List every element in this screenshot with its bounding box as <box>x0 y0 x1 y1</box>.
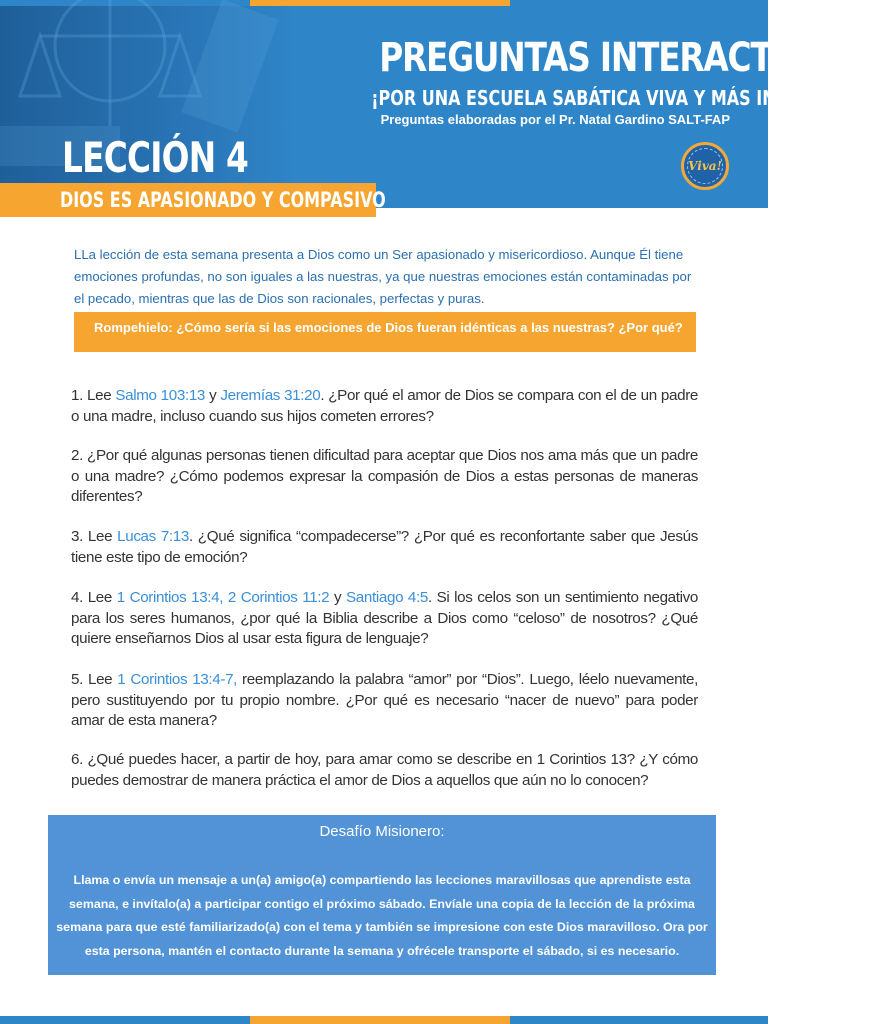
question-text: reemplazando la palabra “amor” por “Dios”. Luego, léelo nuevamente, pero sustituyendo por tu propio nombre. ¿Por qué es necesario “nacer de nuevo” para poder amar de esta manera? <box>71 671 699 729</box>
scripture-reference-link[interactable]: Jeremías 31:20 <box>220 387 321 404</box>
scripture-reference-link[interactable]: Lucas 7:13 <box>117 528 189 545</box>
header-banner <box>0 6 882 208</box>
logo-ring <box>687 148 723 184</box>
lesson-title-banner <box>0 183 386 217</box>
lesson-number: LECCIÓN 4 <box>62 133 248 182</box>
scripture-reference-link[interactable]: 1 Corintios 13:4-7, <box>117 671 238 688</box>
page-subtitle: ¡POR UNA ESCUELA SABÁTICA VIVA Y MÁS INTERACTIVA! <box>371 86 882 110</box>
question-item <box>71 588 698 650</box>
logo-text: Viva! <box>688 159 722 173</box>
question-item <box>71 446 698 508</box>
question-text: 1. Lee <box>71 387 116 404</box>
question-item <box>71 386 698 427</box>
bottom-accent-bar <box>0 1016 768 1024</box>
question-item <box>71 670 698 732</box>
bottom-accent-blue-right <box>510 1016 768 1024</box>
question-text: 3. Lee <box>71 528 118 545</box>
icebreaker-box <box>74 312 696 352</box>
page-title: PREGUNTAS INTERACTIVAS <box>379 35 851 81</box>
question-text: . ¿Por qué el amor de Dios se compara con el de un padre o una madre, incluso cuando sus hijos cometen errores? <box>71 387 699 425</box>
question-text: 5. Lee <box>71 671 118 688</box>
escuela-sabatica-viva-logo <box>681 142 729 190</box>
bottom-accent-blue-left <box>0 1016 250 1024</box>
missionary-challenge-box <box>48 815 716 975</box>
question-text: y <box>329 589 347 606</box>
icebreaker-text: Rompehielo: ¿Cómo sería si las emociones de Dios fueran idénticas a las nuestras? ¿Por qué? <box>94 320 683 335</box>
missionary-challenge-title: Desafío Misionero: <box>319 823 445 840</box>
question-item <box>71 527 698 568</box>
missionary-challenge-text: Llama o envía un mensaje a un(a) amigo(a) compartiendo las lecciones maravillosas que aprendiste esta semana, e invítalo(a) a participar contigo el próximo sábado. Envíale una copia de la lección de la próxima semana para que esté familiarizado(a) con el tema y también se impresione con este Dios maravilloso. Ora por esta persona, mantén el contacto durante la semana y ofrécele transporte el sábado, si es necesario. <box>56 873 708 958</box>
intro-paragraph: LLa lección de esta semana presenta a Dios como un Ser apasionado y misericordioso. Aunque Él tiene emociones profundas, no son iguales a las nuestras, ya que nuestras emociones están contaminadas por el pecado, mientras que las de Dios son racionales, perfectas y puras. <box>74 247 692 306</box>
question-item <box>71 750 698 791</box>
bottom-accent-orange <box>250 1016 510 1024</box>
question-text: 6. ¿Qué puedes hacer, a partir de hoy, para amar como se describe en 1 Corintios 13? ¿Y cómo puedes demostrar de manera práctica el amor de Dios a aquellos que aún no lo conocen? <box>71 751 698 789</box>
question-text: y <box>205 387 221 404</box>
author-credit: Preguntas elaboradas por el Pr. Natal Gardino SALT-FAP <box>380 112 730 127</box>
question-text: 2. ¿Por qué algunas personas tienen dificultad para aceptar que Dios nos ama más que un padre o una madre? ¿Cómo podemos expresar la compasión de Dios a estas personas de maneras diferentes? <box>71 447 698 505</box>
question-text: 4. Lee <box>71 589 117 606</box>
scripture-reference-link[interactable]: Santiago 4:5 <box>346 589 428 606</box>
lesson-title: DIOS ES APASIONADO Y COMPASIVO <box>60 188 386 212</box>
question-text: . Si los celos son un sentimiento negativo para los seres humanos, ¿por qué la Biblia describe a Dios como “celoso” de nosotros? ¿Qué quiere enseñarnos Dios al usar esta figura de lenguaje? <box>71 589 698 647</box>
question-text: . ¿Qué significa “compadecerse”? ¿Por qué es reconfortante saber que Jesús tiene este tipo de emoción? <box>71 528 698 566</box>
scripture-reference-link[interactable]: 1 Corintios 13:4, 2 Corintios 11:2 <box>116 589 330 606</box>
scripture-reference-link[interactable]: Salmo 103:13 <box>115 387 206 404</box>
